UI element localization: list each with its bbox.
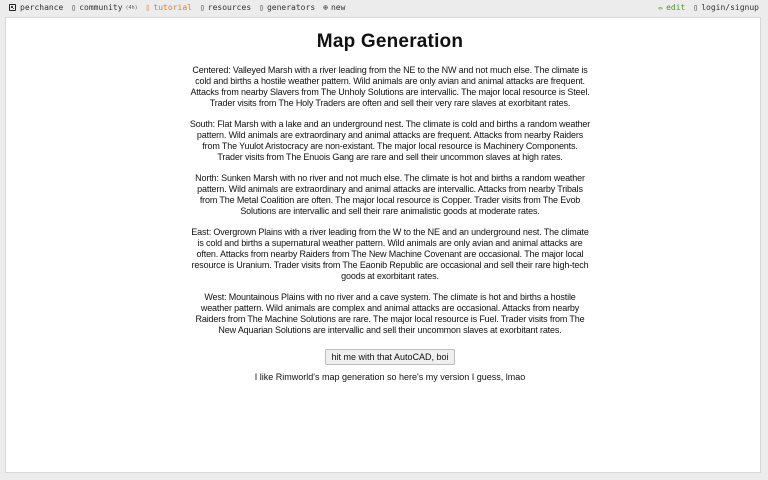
nav-community[interactable]	[71, 3, 137, 12]
site-name: perchance	[20, 3, 64, 12]
edit-link[interactable]	[658, 3, 685, 12]
nav-tutorial[interactable]	[146, 3, 192, 12]
generators-icon: ▯	[259, 3, 264, 12]
page-caption: I like Rimworld's map generation so here's my version I guess, lmao	[254, 371, 526, 382]
plus-circle-icon: ⊕	[323, 3, 328, 12]
map-description-south: South: Flat Marsh with a lake and an underground nest. The climate is cold and births a random weather pattern. Wild animals are extraordinary and animal attacks are frequent. Attacks from nearby Raiders from The Yuulot Aristocracy are non-existant. The major local resource is Machinery Components. Trader visits from The Enuois Gang are rare and sell their uncommon slaves at high rates.	[189, 119, 591, 162]
site-home-link[interactable]	[9, 3, 63, 12]
nav-new-label: new	[330, 3, 346, 12]
generator-content	[189, 18, 591, 382]
nav-resources-label: resources	[207, 3, 252, 12]
user-icon: ▯	[693, 3, 699, 12]
book-icon: ▯	[145, 3, 151, 12]
map-description-west: West: Mountainous Plains with no river and a cave system. The climate is hot and births a hostile weather pattern. Wild animals are complex and animal attacks are occasional. Attacks from nearby Raiders from The Machine Solutions are rare. The major local resource is Fuel. Trader visits from The New Aquarian Solutions are intervallic and sell their uncommon slaves at exorbitant rates.	[195, 292, 585, 336]
nav-generators[interactable]	[259, 3, 315, 12]
generate-button[interactable]: hit me with that AutoCAD, boi	[325, 349, 454, 365]
page-title: Map Generation	[316, 31, 464, 52]
chat-icon: ▯	[71, 3, 77, 12]
nav-left	[9, 3, 353, 12]
nav-resources[interactable]	[200, 3, 251, 12]
community-count-badge: (4h)	[125, 4, 138, 11]
login-label: login/signup	[701, 3, 759, 12]
nav-community-label: community	[79, 3, 123, 12]
top-navigation-bar	[0, 0, 768, 17]
login-signup-link[interactable]	[693, 3, 759, 12]
edit-label: edit	[666, 3, 686, 12]
pencil-icon: ✏	[658, 3, 664, 12]
map-description-centered: Centered: Valleyed Marsh with a river leading from the NE to the NW and not much else. The climate is cold and births a hostile weather pattern. Wild animals are only avian and animal attacks are frequent. Attacks from nearby Slavers from The Unholy Solutions are intervallic. The major local resource is Steel. Trader visits from The Holy Traders are often and sell their very rare slaves at exorbitant rates.	[190, 65, 590, 108]
nav-new[interactable]	[323, 3, 345, 12]
nav-tutorial-label: tutorial	[153, 3, 192, 12]
nav-generators-label: generators	[266, 3, 316, 12]
map-description-east: East: Overgrown Plains with a river leading from the W to the NE and an underground nest. The climate is cold and births a supernatural weather pattern. Wild animals are only avian and animal attacks are often. Attacks from nearby Raiders from The New Machine Covenant are occasional. The major local resource is Uranium. Trader visits from The Eaonib Republic are occasional and sell their rare high-tech goods at exorbitant rates.	[191, 227, 589, 281]
nav-right	[658, 3, 759, 12]
map-description-north: North: Sunken Marsh with no river and not much else. The climate is hot and births a random weather pattern. Wild animals are extraordinary and animal attacks are intervallic. Attacks from nearby Tribals from The Metal Coalition are often. The major local resource is Copper. Trader visits from The Evob Solutions are intervallic and sell their rare animalistic goods at moderate rates.	[195, 173, 585, 216]
dice-icon	[9, 4, 16, 11]
resources-icon: ▯	[199, 3, 205, 12]
generator-output-panel	[5, 17, 761, 473]
